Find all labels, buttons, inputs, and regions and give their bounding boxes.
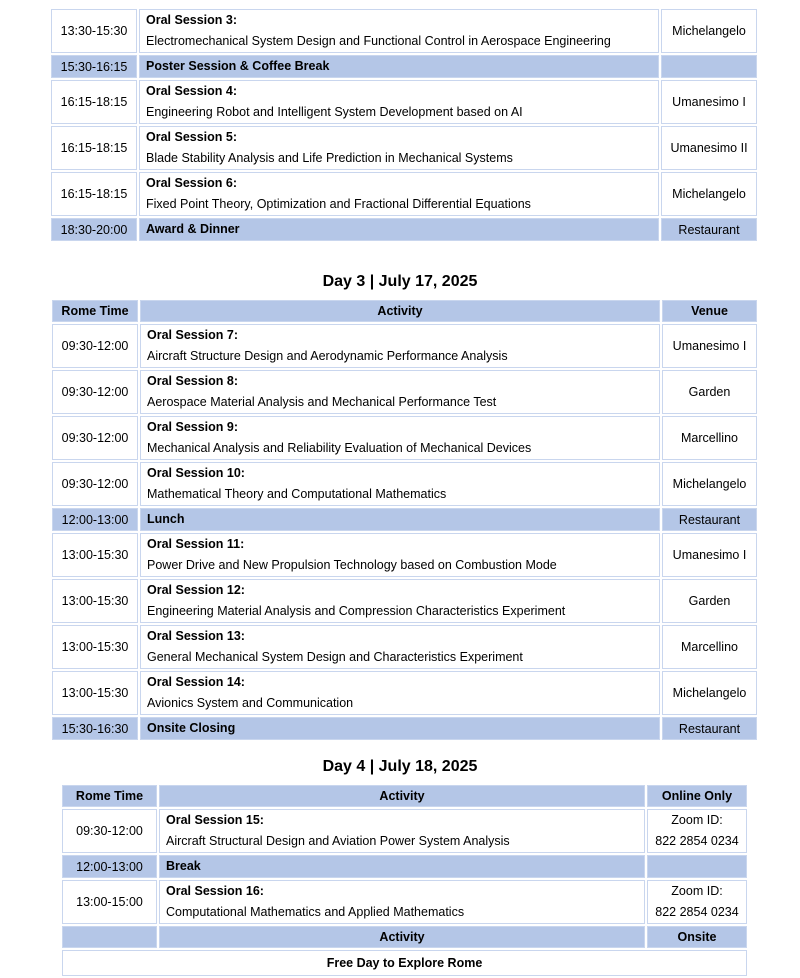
break-row <box>62 855 747 878</box>
session-title: Oral Session 15: <box>166 813 264 827</box>
venue-cell: Marcellino <box>662 625 757 669</box>
day3-schedule-table <box>50 298 759 742</box>
time-cell: 12:00-13:00 <box>52 508 138 531</box>
venue-cell <box>661 55 757 78</box>
activity-cell: Break <box>159 855 645 878</box>
activity-cell: Onsite Closing <box>140 717 660 740</box>
session-description: Computational Mathematics and Applied Mathematics <box>166 905 465 919</box>
time-cell: 13:00-15:30 <box>52 671 138 715</box>
time-cell: 13:00-15:30 <box>52 625 138 669</box>
day3-title: Day 3 | July 17, 2025 <box>322 273 478 290</box>
session-description: Power Drive and New Propulsion Technology based on Combustion Mode <box>147 558 557 572</box>
venue-cell: Umanesimo I <box>662 533 757 577</box>
time-cell: 16:15-18:15 <box>51 172 137 216</box>
session-title: Oral Session 4: <box>146 84 238 98</box>
session-title: Oral Session 11: <box>147 537 245 551</box>
time-cell: 13:00-15:30 <box>52 579 138 623</box>
zoom-label: Zoom ID: <box>671 813 723 827</box>
break-row <box>51 55 757 78</box>
session-description: Mathematical Theory and Computational Mathematics <box>147 487 447 501</box>
time-cell: 13:00-15:00 <box>62 880 157 924</box>
day4-schedule-body <box>62 809 747 924</box>
venue-cell: Umanesimo I <box>662 324 757 368</box>
zoom-cell <box>647 809 747 853</box>
time-cell: 09:30-12:00 <box>52 324 138 368</box>
session-title: Oral Session 9: <box>147 420 239 434</box>
session-title: Oral Session 12: <box>147 583 245 597</box>
column-header-onsite: Onsite <box>647 926 747 948</box>
session-description: Aircraft Structural Design and Aviation Power System Analysis <box>166 834 510 848</box>
venue-cell <box>647 855 747 878</box>
activity-cell: Award & Dinner <box>139 218 659 241</box>
time-cell: 09:30-12:00 <box>52 370 138 414</box>
session-description: Engineering Material Analysis and Compression Characteristics Experiment <box>147 604 566 618</box>
session-description: Avionics System and Communication <box>147 696 354 710</box>
column-header-venue: Venue <box>662 300 757 322</box>
break-row <box>51 218 757 241</box>
venue-cell: Restaurant <box>661 218 757 241</box>
activity-cell <box>140 671 660 715</box>
time-cell: 09:30-12:00 <box>52 416 138 460</box>
activity-cell <box>139 80 659 124</box>
venue-cell: Michelangelo <box>662 671 757 715</box>
day4-title: Day 4 | July 18, 2025 <box>322 758 478 775</box>
session-row <box>51 80 757 124</box>
session-title: Oral Session 8: <box>147 374 239 388</box>
time-cell: 09:30-12:00 <box>62 809 157 853</box>
venue-cell: Restaurant <box>662 717 757 740</box>
activity-cell <box>140 416 660 460</box>
day4-header-row <box>62 785 747 807</box>
session-row <box>51 172 757 216</box>
time-cell: 12:00-13:00 <box>62 855 157 878</box>
column-header-time: Rome Time <box>62 785 157 807</box>
day2-schedule-body <box>51 9 757 241</box>
activity-cell <box>159 880 645 924</box>
day3-schedule-body <box>52 324 757 740</box>
activity-cell <box>139 9 659 53</box>
column-header-online: Online Only <box>647 785 747 807</box>
session-row <box>52 533 757 577</box>
venue-cell: Restaurant <box>662 508 757 531</box>
time-cell: 09:30-12:00 <box>52 462 138 506</box>
session-description: Blade Stability Analysis and Life Prediction in Mechanical Systems <box>146 151 513 165</box>
day2-schedule-table <box>49 7 759 243</box>
time-cell: 15:30-16:30 <box>52 717 138 740</box>
session-description: Engineering Robot and Intelligent System Development based on AI <box>146 105 523 119</box>
venue-cell: Umanesimo II <box>661 126 757 170</box>
session-description: Electromechanical System Design and Functional Control in Aerospace Engineering <box>146 34 611 48</box>
activity-cell <box>140 462 660 506</box>
activity-cell <box>140 324 660 368</box>
zoom-id: 822 2854 0234 <box>655 905 739 919</box>
session-row <box>52 671 757 715</box>
zoom-id: 822 2854 0234 <box>655 834 739 848</box>
venue-cell: Garden <box>662 579 757 623</box>
time-cell: 16:15-18:15 <box>51 126 137 170</box>
time-cell: 13:00-15:30 <box>52 533 138 577</box>
venue-cell: Garden <box>662 370 757 414</box>
session-title: Oral Session 10: <box>147 466 245 480</box>
venue-cell: Marcellino <box>662 416 757 460</box>
column-header-activity: Activity <box>140 300 660 322</box>
column-header-activity: Activity <box>159 926 645 948</box>
activity-cell <box>159 809 645 853</box>
time-cell: 15:30-16:15 <box>51 55 137 78</box>
day3-header-row <box>52 300 757 322</box>
venue-cell: Michelangelo <box>661 9 757 53</box>
session-title: Oral Session 16: <box>166 884 264 898</box>
zoom-label: Zoom ID: <box>671 884 723 898</box>
venue-cell: Michelangelo <box>661 172 757 216</box>
venue-cell: Umanesimo I <box>661 80 757 124</box>
session-title: Oral Session 6: <box>146 176 238 190</box>
session-title: Oral Session 7: <box>147 328 239 342</box>
session-description: Aerospace Material Analysis and Mechanical Performance Test <box>147 395 497 409</box>
venue-cell: Michelangelo <box>662 462 757 506</box>
session-row <box>52 324 757 368</box>
session-title: Oral Session 13: <box>147 629 245 643</box>
session-row <box>62 809 747 853</box>
activity-cell <box>140 370 660 414</box>
break-row <box>52 508 757 531</box>
session-description: General Mechanical System Design and Characteristics Experiment <box>147 650 523 664</box>
activity-cell <box>139 126 659 170</box>
day4-schedule-table <box>60 783 749 978</box>
session-row <box>52 579 757 623</box>
session-description: Fixed Point Theory, Optimization and Fractional Differential Equations <box>146 197 531 211</box>
activity-cell: Poster Session & Coffee Break <box>139 55 659 78</box>
time-cell: 16:15-18:15 <box>51 80 137 124</box>
session-description: Aircraft Structure Design and Aerodynamic Performance Analysis <box>147 349 508 363</box>
activity-cell <box>140 579 660 623</box>
column-header-blank <box>62 926 157 948</box>
column-header-activity: Activity <box>159 785 645 807</box>
activity-cell <box>140 533 660 577</box>
activity-cell: Lunch <box>140 508 660 531</box>
session-row <box>62 880 747 924</box>
session-row <box>51 9 757 53</box>
activity-cell <box>140 625 660 669</box>
free-day-row <box>62 950 747 976</box>
session-title: Oral Session 3: <box>146 13 238 27</box>
break-row <box>52 717 757 740</box>
free-day-cell: Free Day to Explore Rome <box>62 950 747 976</box>
column-header-time: Rome Time <box>52 300 138 322</box>
session-row <box>52 370 757 414</box>
session-title: Oral Session 5: <box>146 130 238 144</box>
session-row <box>52 416 757 460</box>
time-cell: 13:30-15:30 <box>51 9 137 53</box>
session-row <box>52 625 757 669</box>
session-title: Oral Session 14: <box>147 675 245 689</box>
activity-cell <box>139 172 659 216</box>
session-row <box>51 126 757 170</box>
zoom-cell <box>647 880 747 924</box>
session-row <box>52 462 757 506</box>
time-cell: 18:30-20:00 <box>51 218 137 241</box>
session-description: Mechanical Analysis and Reliability Evaluation of Mechanical Devices <box>147 441 532 455</box>
day4-subheader-row <box>62 926 747 948</box>
